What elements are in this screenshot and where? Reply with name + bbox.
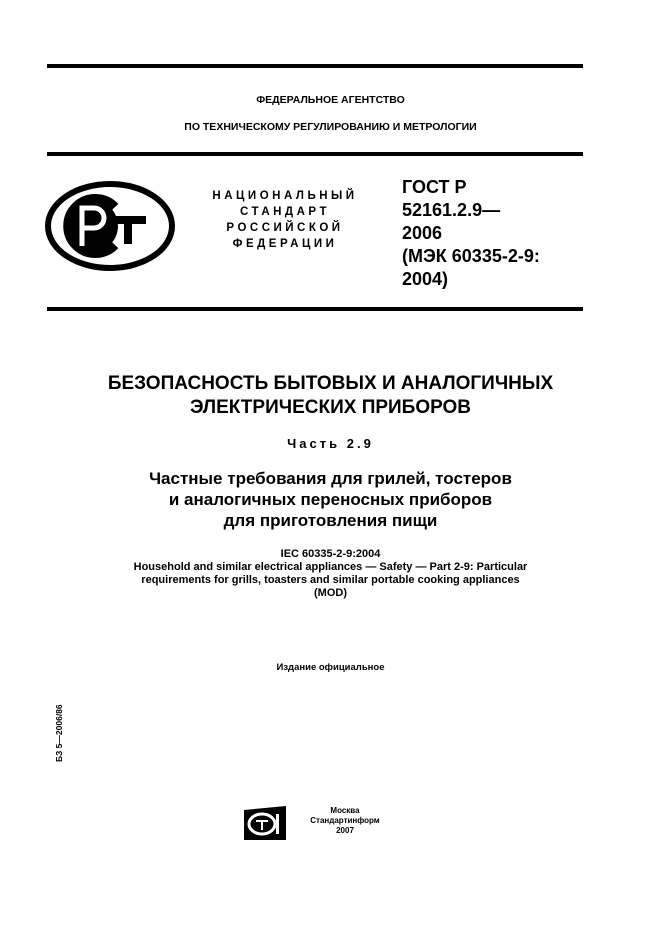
agency-line-2: ПО ТЕХНИЧЕСКОМУ РЕГУЛИРОВАНИЮ И МЕТРОЛОГИИ (184, 121, 477, 133)
gost-designation (402, 176, 540, 291)
edition-label: Издание официальное (276, 662, 385, 673)
english-title (0, 548, 661, 600)
gost-line-1: ГОСТ Р (402, 177, 467, 197)
title-line-2: ЭЛЕКТРИЧЕСКИХ ПРИБОРОВ (189, 397, 472, 418)
agency-line-1: ФЕДЕРАЛЬНОЕ АГЕНТСТВО (256, 94, 405, 106)
part-label: Часть 2.9 (287, 436, 374, 451)
title-line-1: БЕЗОПАСНОСТЬ БЫТОВЫХ И АНАЛОГИЧНЫХ (107, 373, 554, 394)
side-code: БЗ 5—2006/86 (54, 704, 64, 762)
standartinform-logo-icon (244, 806, 286, 840)
document-title (0, 372, 661, 420)
national-line-3: РОССИЙСКОЙ (226, 222, 344, 234)
publisher-info (300, 806, 390, 836)
publisher-name: Стандартинформ (310, 816, 380, 825)
publisher-year: 2007 (336, 826, 354, 835)
header-rule (47, 152, 583, 156)
iec-code: IEC 60335-2-9:2004 (280, 548, 381, 560)
english-line-2: requirements for grills, toasters and similar portable cooking appliances (141, 574, 520, 586)
gost-line-5: 2004) (402, 269, 449, 289)
gost-rule (47, 307, 583, 311)
national-line-1: НАЦИОНАЛЬНЫЙ (212, 190, 358, 202)
rst-logo-icon (44, 180, 176, 272)
national-standard-label (190, 188, 380, 252)
national-line-2: СТАНДАРТ (240, 206, 330, 218)
national-line-4: ФЕДЕРАЦИИ (232, 238, 338, 250)
english-line-1: Household and similar electrical appliances — Safety — Part 2-9: Particular (133, 561, 528, 573)
subtitle-line-1: Частные требования для грилей, тостеров (149, 469, 512, 488)
gost-line-4: (МЭК 60335-2-9: (402, 246, 540, 266)
top-rule (47, 64, 583, 68)
subtitle-line-3: для приготовления пищи (223, 511, 438, 530)
gost-line-2: 52161.2.9— (402, 200, 501, 220)
subtitle (0, 468, 661, 531)
publisher-city: Москва (330, 806, 360, 815)
subtitle-line-2: и аналогичных переносных приборов (168, 490, 493, 509)
gost-line-3: 2006 (402, 223, 443, 243)
english-line-3: (MOD) (314, 587, 347, 599)
